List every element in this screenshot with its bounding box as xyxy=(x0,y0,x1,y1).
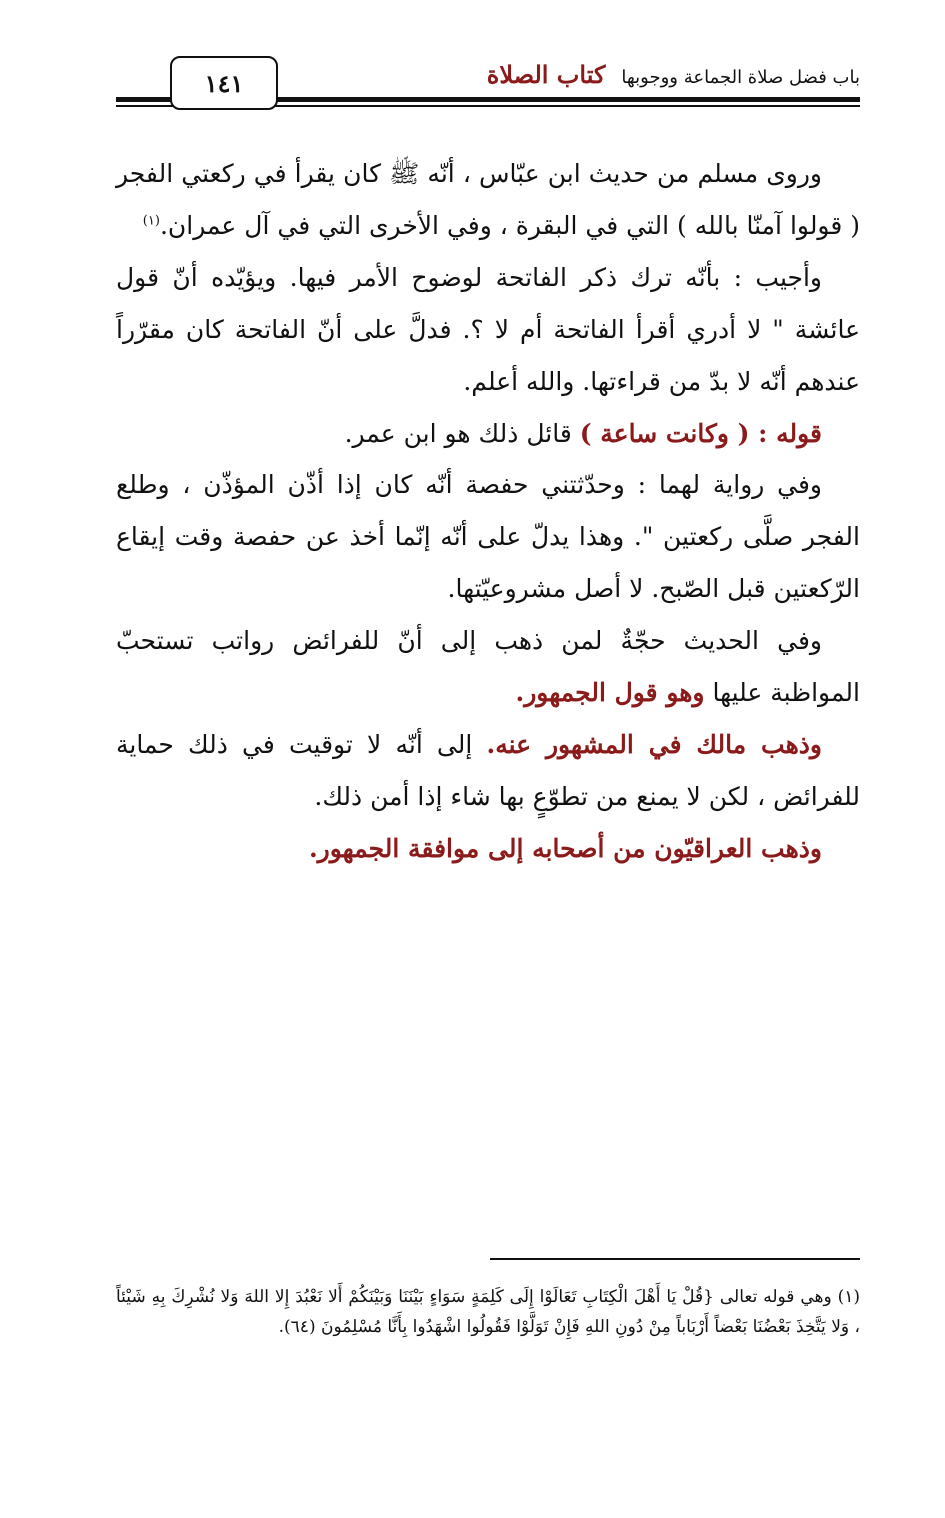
paragraph-text: قائل ذلك هو ابن عمر. xyxy=(344,419,580,448)
page-header xyxy=(116,52,860,112)
paragraph-1 xyxy=(116,148,860,252)
footnote-marker[interactable]: (١) xyxy=(142,213,160,229)
highlighted-phrase: وذهب مالك في المشهور عنه. xyxy=(486,730,822,759)
running-title xyxy=(487,60,860,89)
paragraph-text: وأجيب : بأنّه ترك ذكر الفاتحة لوضوح الأمر فيها. ويؤيّده أنّ قول عائشة " لا أدري أقرأ الفاتحة أم لا ؟. فدلَّ على أنّ الفاتحة كان مقرّراً عندهم أنّه لا بدّ من قراءتها. والله أعلم. xyxy=(116,263,860,396)
paragraph-2 xyxy=(116,252,860,408)
footnote-separator xyxy=(490,1258,860,1260)
footnotes xyxy=(116,1282,860,1342)
book-title: كتاب الصلاة xyxy=(486,60,606,89)
paragraph-3 xyxy=(116,408,860,459)
paragraph-text: إلى أنّه لا توقيت في ذلك حماية للفرائض ، لكن لا يمنع من تطوّعٍ بها شاء إذا أمن ذلك. xyxy=(116,730,860,811)
paragraph-4 xyxy=(116,459,860,615)
paragraph-text: وروى مسلم من حديث ابن عبّاس ، أنّه ﷺ كان يقرأ في ركعتي الفجر ( قولوا آمنّا بالله ) التي في البقرة ، وفي الأخرى التي في آل عمران. xyxy=(116,159,860,240)
highlighted-phrase: وذهب العراقيّون من أصحابه إلى موافقة الجمهور. xyxy=(308,834,822,863)
highlighted-phrase: وهو قول الجمهور. xyxy=(515,678,705,707)
footnote-1: (١) وهي قوله تعالى {قُلْ يَا أَهْلَ الْكِتَابِ تَعَالَوْا إِلَى كَلِمَةٍ سَوَاءٍ بَيْنَنَا وَبَيْنَكُمْ أَلا نَعْبُدَ إِلا اللهَ وَلا نُشْرِكَ بِهِ شَيْئاً ، وَلا يَتَّخِذَ بَعْضُنَا بَعْضاً أَرْبَاباً مِنْ دُونِ اللهِ فَإِنْ تَوَلَّوْا فَقُولُوا اشْهَدُوا بِأَنَّا مُسْلِمُونَ (٦٤). xyxy=(116,1287,860,1337)
paragraph-5 xyxy=(116,615,860,719)
chapter-title: باب فضل صلاة الجماعة ووجوبها xyxy=(621,67,860,88)
main-text xyxy=(116,148,860,875)
page-number: ١٤١ xyxy=(170,56,278,110)
highlighted-phrase: قوله : ( وكانت ساعة ) xyxy=(579,419,822,448)
paragraph-7 xyxy=(116,823,860,875)
paragraph-6 xyxy=(116,719,860,823)
paragraph-text: وفي الحديث حجّةٌ لمن ذهب إلى أنّ للفرائض رواتب تستحبّ المواظبة عليها xyxy=(116,626,860,707)
paragraph-text: وفي رواية لهما : وحدّثتني حفصة أنّه كان إذا أذّن المؤذّن ، وطلع الفجر صلَّى ركعتين ". وهذا يدلّ على أنّه إنّما أخذ عن حفصة وقت إيقاع الرّكعتين قبل الصّبح. لا أصل مشروعيّتها. xyxy=(116,470,860,603)
